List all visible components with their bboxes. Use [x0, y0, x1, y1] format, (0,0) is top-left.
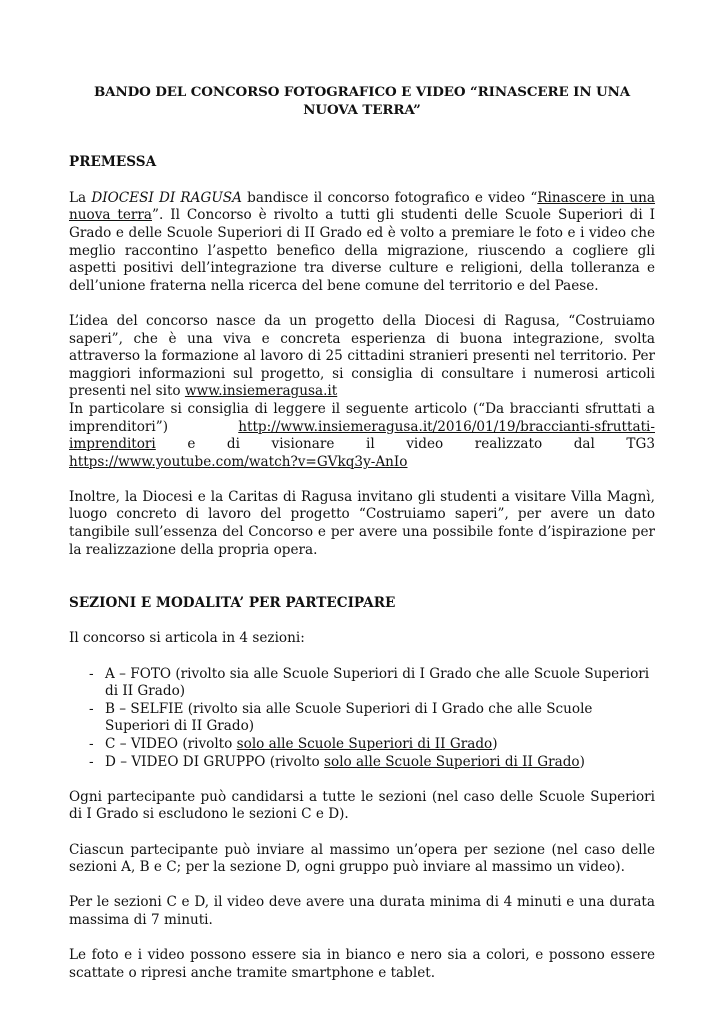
text-run: La	[69, 189, 92, 206]
list-item-text: C – VIDEO (rivolto	[105, 736, 237, 752]
diocese-name: DIOCESI DI RAGUSA	[91, 189, 242, 206]
text-run: In particolare si consiglia di leggere il seguente articolo (“Da braccianti sfruttati a imprenditori”)	[69, 400, 655, 435]
section-heading-sezioni: SEZIONI E MODALITA’ PER PARTECIPARE	[69, 594, 396, 611]
list-item-text: A – FOTO (rivolto sia alle Scuole Superiori di I Grado che alle Scuole Superiori di II Grado)	[105, 665, 650, 700]
section-spacer	[69, 577, 655, 595]
sezioni-list	[69, 666, 655, 772]
text-run: bandisce il concorso fotografico e video “	[241, 189, 538, 206]
document-title: BANDO DEL CONCORSO FOTOGRAFICO E VIDEO “RINASCERE IN UNA NUOVA TERRA”	[93, 84, 631, 118]
list-item-underlined: solo alle Scuole Superiori di II Grado	[236, 736, 493, 752]
link-video-tg3[interactable]: https://www.youtube.com/watch?v=GVkq3y-AnIo	[69, 453, 408, 470]
paragraph-idea	[69, 313, 655, 401]
text-run: L’idea del concorso nasce da un progetto della Diocesi di Ragusa, “Costruiamo saperi”, che è una viva e concreta esperienza di buona integrazione, svolta attraverso la formazione al lavoro di 25 cittadini stranieri presenti nel territorio. Per maggiori informazioni sul progetto, si consiglia di consultare i numerosi articoli presenti nel sito	[69, 312, 655, 400]
paragraph-intro	[69, 190, 655, 296]
paragraph-durata: Per le sezioni C e D, il video deve avere una durata minima di 4 minuti e una durata massima di 7 minuti.	[69, 894, 655, 928]
section-heading-premessa: PREMESSA	[69, 154, 157, 171]
list-item-text: D – VIDEO DI GRUPPO (rivolto	[105, 753, 325, 770]
list-item-sezione-d	[89, 754, 655, 772]
link-insiemeragusa[interactable]: www.insiemeragusa.it	[184, 383, 338, 400]
bullet-dash: -	[89, 700, 94, 717]
paragraph-articolo	[69, 401, 655, 471]
paragraph-villa-magni: Inoltre, la Diocesi e la Caritas di Ragusa invitano gli studenti a visitare Villa Magnì, luogo concreto di lavoro del progetto “Costruiamo saperi”, per avere un dato tangibile sull’essenza del Concorso e per avere una possibile fonte d’ispirazione per la realizzazione della propria opera.	[69, 488, 655, 558]
text-run: ”. Il Concorso è rivolto a tutti gli studenti delle Scuole Superiori di I Grado e delle Scuole Superiori di II Grado ed è volto a premiare le foto e i video che meglio raccontino l’aspetto benefico della migrazione, riuscendo a cogliere gli aspetti positivi dell’integrazione tra diverse culture e religioni, della tolleranza e dell’unione fraterna nella ricerca del bene comune del territorio e del Paese.	[69, 207, 655, 294]
paragraph-formato: Le foto e i video possono essere sia in bianco e nero sia a colori, e possono essere scattate o ripresi anche tramite smartphone e tablet.	[69, 947, 655, 981]
contest-name: Rinascere in una nuova terra	[69, 189, 656, 224]
list-item-text: B – SELFIE (rivolto sia alle Scuole Superiori di I Grado che alle Scuole Superiori di II Grado)	[105, 700, 593, 735]
list-item-sezione-c	[89, 736, 655, 754]
list-item-underlined: solo alle Scuole Superiori di II Grado	[324, 753, 580, 770]
list-item-sezione-a	[89, 666, 655, 701]
link-article[interactable]: http://www.insiemeragusa.it/2016/01/19/braccianti-sfruttati-imprenditori	[69, 418, 655, 453]
bullet-dash: -	[89, 753, 94, 770]
paragraph-sezioni-intro: Il concorso si articola in 4 sezioni:	[69, 630, 305, 647]
list-item-text: )	[579, 753, 585, 770]
list-item-text: )	[492, 736, 498, 752]
list-item-sezione-b	[89, 701, 655, 736]
bullet-dash: -	[89, 665, 94, 682]
bullet-dash: -	[89, 736, 94, 752]
text-run: e di visionare il video realizzato dal TG3	[155, 436, 655, 453]
paragraph-max-opere: Ciascun partecipante può inviare al massimo un’opera per sezione (nel caso delle sezioni A, B e C; per la sezione D, ogni gruppo può inviare al massimo un video).	[69, 841, 655, 876]
paragraph-candidature: Ogni partecipante può candidarsi a tutte le sezioni (nel caso delle Scuole Superiori di I Grado si escludono le sezioni C e D).	[69, 788, 655, 823]
